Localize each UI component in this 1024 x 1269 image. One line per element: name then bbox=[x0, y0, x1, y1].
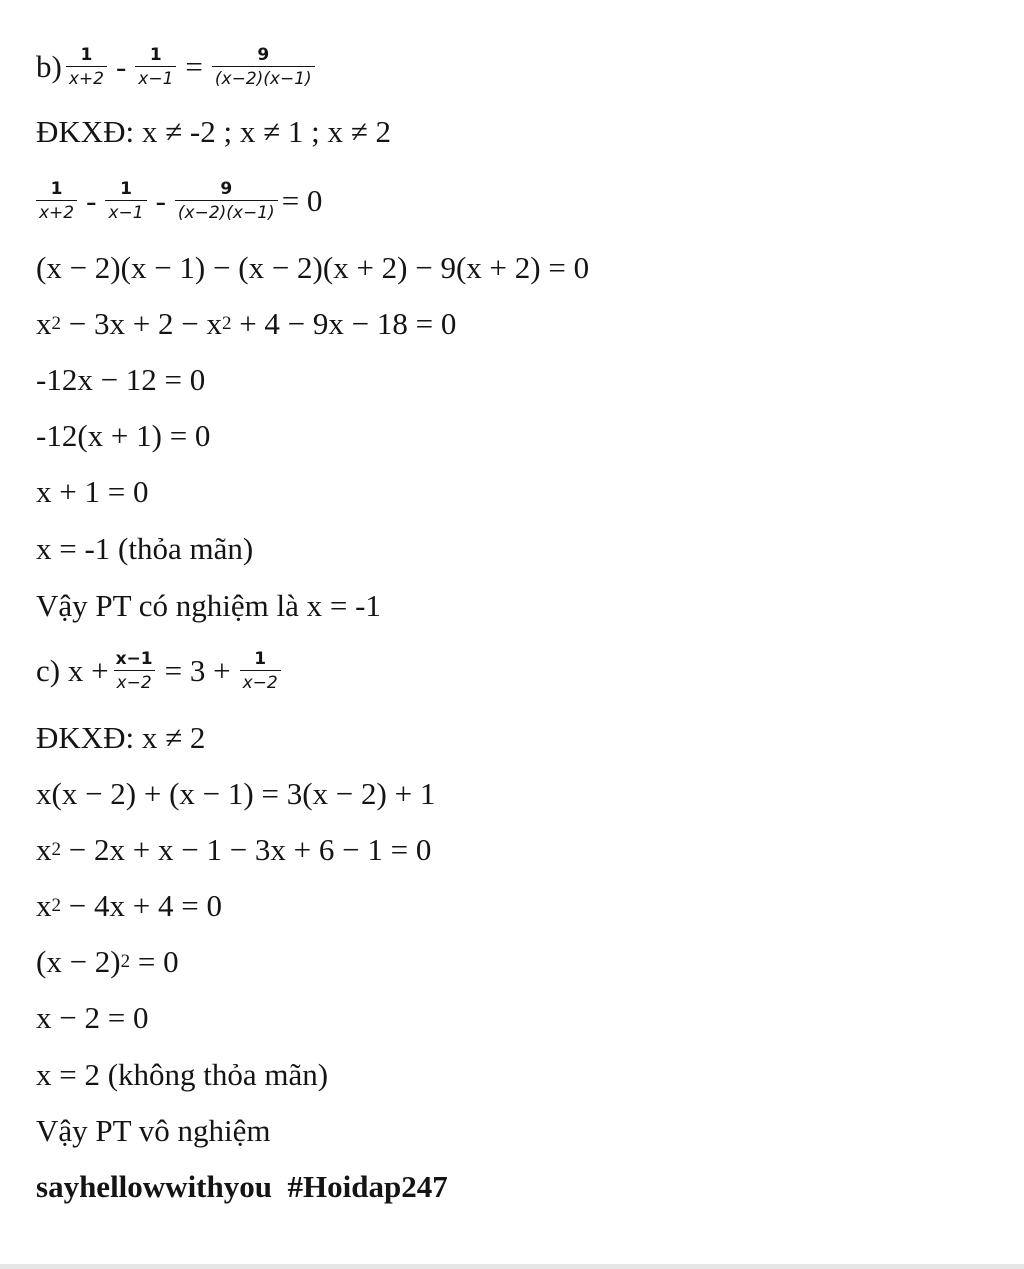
part-b-label: b) bbox=[36, 49, 62, 84]
part-c-step-3: x 2 − 4x + 4 = 0 bbox=[36, 888, 222, 923]
part-b-step-5: x + 1 = 0 bbox=[36, 474, 149, 509]
fraction: $\frac{x-1}{x-2}$ bbox=[113, 648, 156, 694]
fraction: $\frac{9}{(x-2)(x-1)}$ bbox=[175, 178, 278, 224]
author-signature: sayhellowwithyou #Hoidap247 bbox=[36, 1169, 448, 1204]
part-b-conclusion: Vậy PT có nghiệm là x = -1 bbox=[36, 588, 381, 623]
fraction: $\frac{1}{x-1}$ bbox=[105, 178, 146, 224]
part-c-step-6: x = 2 (không thỏa mãn) bbox=[36, 1057, 329, 1092]
part-b-step-4: -12(x + 1) = 0 bbox=[36, 418, 211, 453]
part-c-step-2: x 2 − 2x + x − 1 − 3x + 6 − 1 = 0 bbox=[36, 832, 432, 867]
part-b-step-6: x = -1 (thỏa mãn) bbox=[36, 531, 254, 566]
part-c-label: c) x + bbox=[36, 653, 109, 688]
part-c-conclusion: Vậy PT vô nghiệm bbox=[36, 1113, 271, 1148]
fraction: $\frac{1}{x+2}$ bbox=[36, 178, 77, 224]
bottom-divider bbox=[0, 1264, 1024, 1269]
part-b-step-1: (x − 2)(x − 1) − (x − 2)(x + 2) − 9(x + 2) = 0 bbox=[36, 250, 590, 285]
fraction: $\frac{1}{x+2}$ bbox=[66, 44, 107, 90]
part-c-step-1: x(x − 2) + (x − 1) = 3(x − 2) + 1 bbox=[36, 776, 436, 811]
part-b-step-2: x 2 − 3x + 2 − x 2 + 4 − 9x − 18 = 0 bbox=[36, 306, 457, 341]
part-b-step-3: -12x − 12 = 0 bbox=[36, 362, 206, 397]
part-c-condition: ĐKXĐ: x ≠ 2 bbox=[36, 720, 206, 755]
part-b-moved-equation: $\frac{1}{x+2}$ - $\frac{1}{x-1}$ - $\frac{9}{(x-2)(x-1)}$ = 0 bbox=[36, 178, 322, 224]
fraction: $\frac{1}{x-2}$ bbox=[240, 648, 281, 694]
part-c-equation: c) x + $\frac{x-1}{x-2}$ = 3 + $\frac{1}{x-2}$ bbox=[36, 648, 285, 694]
part-c-step-5: x − 2 = 0 bbox=[36, 1000, 149, 1035]
part-b-condition: ĐKXĐ: x ≠ -2 ; x ≠ 1 ; x ≠ 2 bbox=[36, 114, 392, 149]
fraction: $\frac{9}{(x-2)(x-1)}$ bbox=[212, 44, 315, 90]
part-c-step-4: (x − 2) 2 = 0 bbox=[36, 944, 179, 979]
part-b-equation: b) $\frac{1}{x+2}$ - $\frac{1}{x-1}$ = $\frac{9}{(x-2)(x-1)}$ bbox=[36, 44, 319, 90]
fraction: $\frac{1}{x-1}$ bbox=[135, 44, 176, 90]
